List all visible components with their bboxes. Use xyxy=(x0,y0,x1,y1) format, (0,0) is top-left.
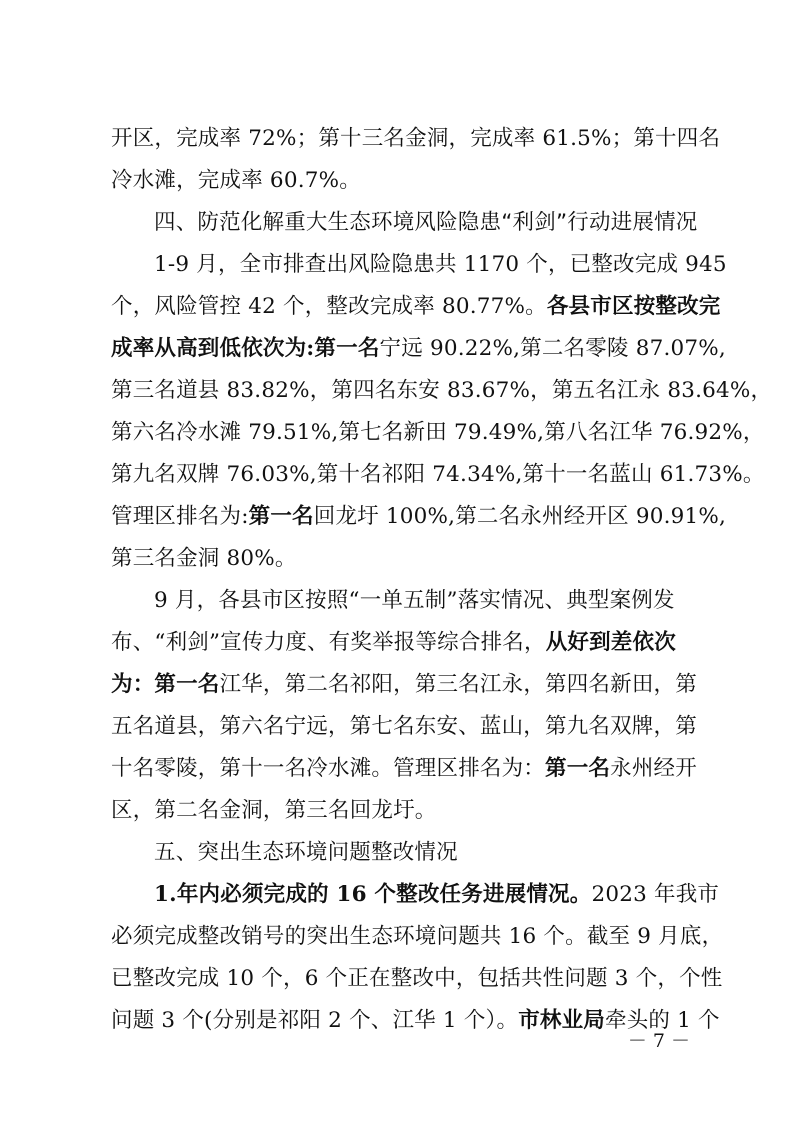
paragraph-line xyxy=(111,496,727,538)
section-heading-4 xyxy=(111,202,698,244)
text-span: 宁远 90.22%,第二名零陵 87.07%, xyxy=(379,336,726,361)
text-span: 区，第二名金洞，第三名回龙圩。 xyxy=(111,798,437,823)
paragraph-line xyxy=(111,118,721,160)
paragraph-line xyxy=(111,664,697,706)
text-span: 布、“利剑”宣传力度、有奖举报等综合排名， xyxy=(111,630,546,655)
paragraph-line xyxy=(111,622,686,664)
bold-text: 各县市区按整改完 xyxy=(546,294,721,319)
text-span: 十名零陵，第十一名冷水滩。管理区排名为： xyxy=(111,756,546,781)
text-span: 管理区排名为: xyxy=(111,504,249,529)
body-text xyxy=(111,118,773,1042)
text-span: 第三名金洞 80%。 xyxy=(111,546,297,571)
paragraph-line xyxy=(111,370,773,412)
text-span: 开区，完成率 72%；第十三名金洞，完成率 61.5%；第十四名 xyxy=(111,126,721,151)
text-span: 第六名冷水滩 79.51%,第七名新田 79.49%,第八名江华 76.92%， xyxy=(111,420,765,445)
heading-text: 五、突出生态环境问题整改情况 xyxy=(154,840,458,865)
paragraph-line xyxy=(111,1000,720,1042)
paragraph-line xyxy=(111,874,720,916)
paragraph-line xyxy=(111,790,686,832)
paragraph-line xyxy=(111,958,723,1000)
paragraph-line xyxy=(111,328,726,370)
bold-text: 第一名 xyxy=(248,504,314,529)
text-span: 必须完成整改销号的突出生态环境问题共 16 个。截至 9 月底， xyxy=(111,924,724,949)
bold-text: 从好到差依次 xyxy=(545,630,676,655)
text-span: 问题 3 个(分别是祁阳 2 个、江华 1 个）。 xyxy=(111,1008,519,1033)
paragraph-line xyxy=(111,412,765,454)
text-span: 牵头的 1 个 xyxy=(605,1008,720,1033)
text-span: 五名道县，第六名宁远，第七名东安、蓝山，第九名双牌，第 xyxy=(111,714,697,739)
text-span: 个，风险管控 42 个，整改完成率 80.77%。 xyxy=(111,294,547,319)
text-span: 江华，第二名祁阳，第三名江永，第四名新田，第 xyxy=(219,672,697,697)
text-span: 冷水滩，完成率 60.7%。 xyxy=(111,168,361,193)
paragraph-line xyxy=(111,706,697,748)
paragraph-line xyxy=(111,580,686,622)
paragraph-line xyxy=(111,454,765,496)
bold-text: 第一名 xyxy=(545,756,611,781)
bold-text: 为：第一名 xyxy=(111,672,220,697)
text-span: 2023 年我市 xyxy=(591,882,720,907)
paragraph-line xyxy=(111,916,724,958)
paragraph-line xyxy=(111,748,697,790)
text-span: 回龙圩 100%,第二名永州经开区 90.91%, xyxy=(313,504,727,529)
paragraph-line xyxy=(111,286,721,328)
text-span: 1-9 月，全市排查出风险隐患共 1170 个，已整改完成 945 xyxy=(154,252,727,277)
bold-text: 市林业局 xyxy=(518,1008,605,1033)
text-span: 第三名道县 83.82%，第四名东安 83.67%，第五名江永 83.64%， xyxy=(111,378,773,403)
bold-text: 成率从高到低依次为:第一名 xyxy=(111,336,380,361)
bold-text: 1.年内必须完成的 16 个整改任务进展情况。 xyxy=(154,882,592,907)
text-span: 9 月，各县市区按照“一单五制”落实情况、典型案例发 xyxy=(154,588,675,613)
paragraph-line xyxy=(111,538,686,580)
text-span: 已整改完成 10 个，6 个正在整改中，包括共性问题 3 个，个性 xyxy=(111,966,723,991)
paragraph-line xyxy=(111,244,727,286)
text-span: 第九名双牌 76.03%,第十名祁阳 74.34%,第十一名蓝山 61.73%。 xyxy=(111,462,765,487)
page-number: － 7 － xyxy=(627,1030,690,1052)
heading-text: 四、防范化解重大生态环境风险隐患“利剑”行动进展情况 xyxy=(154,210,698,235)
text-span: 永州经开 xyxy=(610,756,697,781)
section-heading-5 xyxy=(111,832,686,874)
paragraph-line xyxy=(111,160,686,202)
